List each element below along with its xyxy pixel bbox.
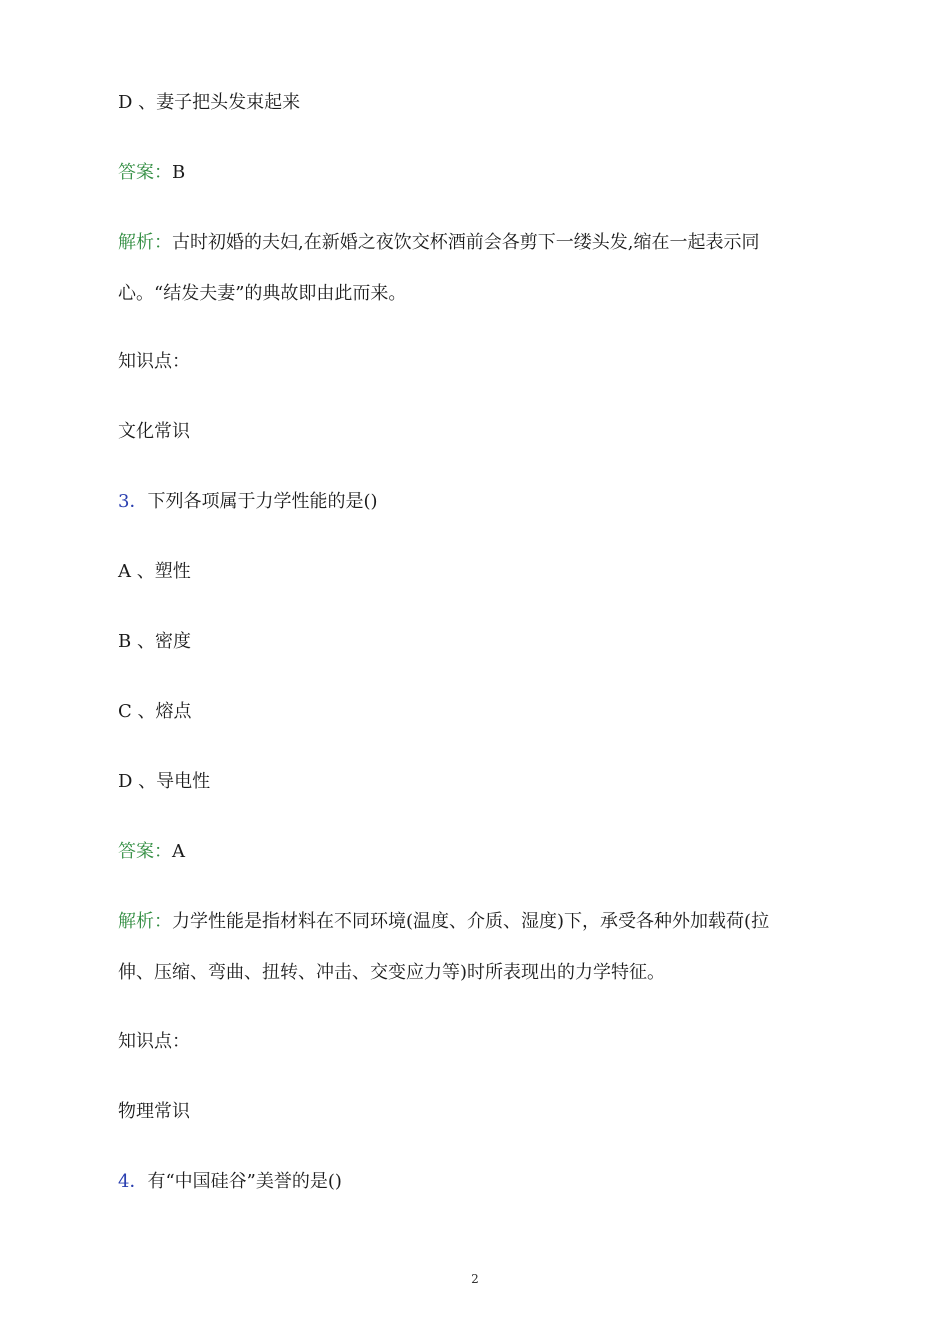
- q2-option-d: D 、妻子把头发束起来: [118, 92, 301, 113]
- analysis-text-line1: 古时初婚的夫妇,在新婚之夜饮交杯酒前会各剪下一缕头发,缩在一起表示同: [172, 232, 760, 253]
- analysis-label: 解析：: [118, 911, 172, 932]
- q3-option-b: B 、密度: [118, 631, 191, 652]
- q3-option-a: A 、塑性: [118, 561, 191, 582]
- q2-knowledge-value: 文化常识: [118, 421, 190, 442]
- q2-answer: [118, 161, 185, 185]
- q3-answer: [118, 840, 185, 864]
- q2-analysis: [118, 231, 759, 255]
- q3-option-c: C 、熔点: [118, 701, 192, 722]
- analysis-text-line1: 力学性能是指材料在不同环境(温度、介质、湿度)下，承受各种外加载荷(拉: [172, 911, 770, 932]
- answer-value: A: [172, 841, 185, 862]
- q3-analysis: [118, 910, 769, 934]
- q3-analysis-line2: 伸、压缩、弯曲、扭转、冲击、交变应力等)时所表现出的力学特征。: [118, 962, 666, 983]
- q2-analysis-line2: 心。“结发夫妻”的典故即由此而来。: [118, 283, 407, 304]
- answer-label: 答案：: [118, 162, 172, 183]
- q3-knowledge-label: 知识点：: [118, 1031, 190, 1052]
- page-number: 2: [471, 1272, 479, 1286]
- q3-question: [118, 490, 378, 514]
- question-text: 下列各项属于力学性能的是(): [147, 491, 378, 512]
- question-number: 3．: [118, 491, 148, 512]
- answer-value: B: [172, 162, 186, 183]
- q2-knowledge-label: 知识点：: [118, 351, 190, 372]
- q3-option-d: D 、导电性: [118, 771, 211, 792]
- q4-question: [118, 1170, 342, 1194]
- answer-label: 答案：: [118, 841, 172, 862]
- q3-knowledge-value: 物理常识: [118, 1101, 190, 1122]
- question-number: 4．: [118, 1171, 148, 1192]
- question-text: 有“中国硅谷”美誉的是(): [147, 1171, 342, 1192]
- analysis-label: 解析：: [118, 232, 172, 253]
